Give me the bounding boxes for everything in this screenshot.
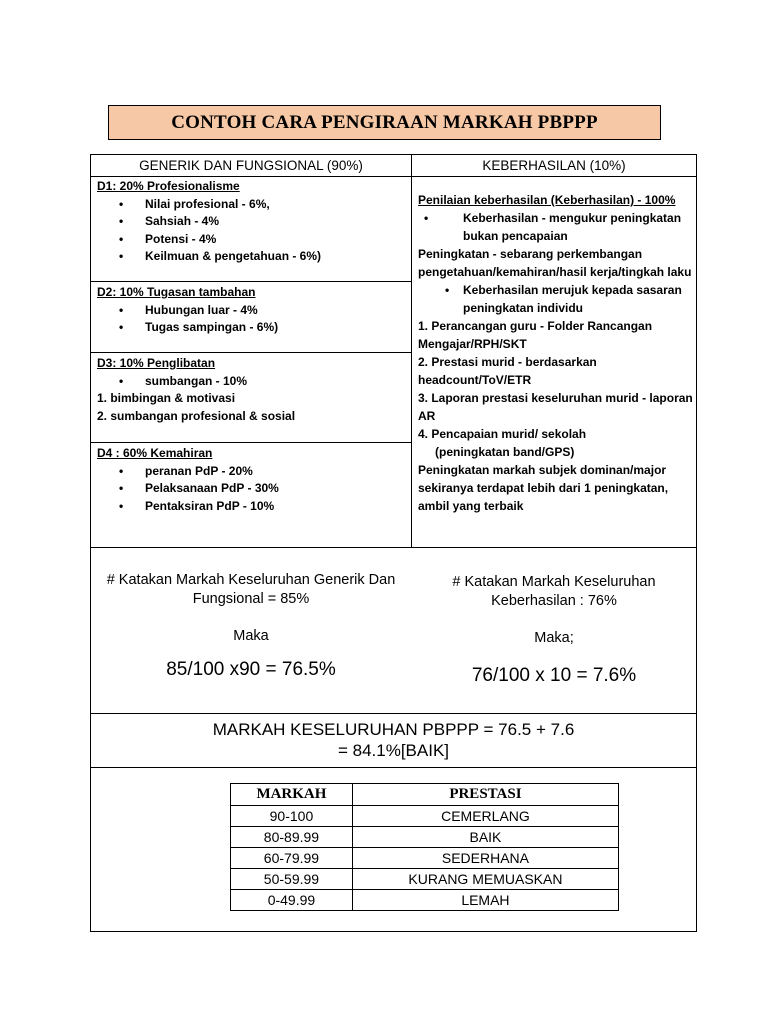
total-line2: = 84.1%[BAIK]	[337, 741, 450, 760]
calc-left-maka: Maka	[233, 628, 269, 644]
calc-divider	[91, 547, 696, 548]
list-item: 1. bimbingan & motivasi	[97, 391, 236, 405]
list-item: • Potensi - 4%	[97, 231, 409, 249]
calc-right	[412, 573, 696, 685]
list-item: 2. Prestasi murid - berdasarkan headcount/ToV/ETR	[418, 355, 597, 387]
table-row	[231, 848, 619, 869]
list-item: 4. Pencapaian murid/ sekolah	[418, 427, 587, 441]
list-item: • Keberhasilan merujuk kepada sasaran peningkatan individu	[418, 281, 693, 317]
table-cell: CEMERLANG	[352, 806, 618, 827]
left-column-header: GENERIK DAN FUNGSIONAL (90%)	[139, 158, 363, 173]
table-cell: BAIK	[352, 827, 618, 848]
list-item: • Keilmuan & pengetahuan - 6%)	[97, 248, 409, 266]
right-column-header: KEBERHASILAN (10%)	[482, 158, 626, 173]
list-item: • Keberhasilan - mengukur peningkatan bukan pencapaian	[418, 209, 693, 245]
paragraph: Peningkatan markah subjek dominan/major sekiranya terdapat lebih dari 1 peningkatan, ambil yang terbaik	[418, 463, 669, 513]
table-header-row	[231, 784, 619, 806]
main-table	[90, 154, 697, 932]
d3-title: D3: 10% Penglibatan	[97, 356, 216, 370]
total-marks	[91, 719, 696, 761]
list-item: 3. Laporan prestasi keseluruhan murid - laporan AR	[418, 391, 693, 423]
d2-divider	[91, 352, 411, 353]
table-cell: 60-79.99	[231, 848, 353, 869]
d1-section	[97, 178, 409, 266]
d3-section	[97, 355, 409, 425]
calc-right-line2: Keberhasilan : 76%	[491, 593, 617, 609]
table-row	[231, 890, 619, 911]
table-cell: SEDERHANA	[352, 848, 618, 869]
column-divider	[411, 155, 412, 547]
d3-divider	[91, 442, 411, 443]
list-item: • peranan PdP - 20%	[97, 463, 409, 481]
table-cell: 50-59.99	[231, 869, 353, 890]
list-item: (peningkatan band/GPS)	[435, 445, 575, 459]
calc-left-line1: # Katakan Markah Keseluruhan Generik Dan	[106, 572, 396, 588]
list-item: 1. Perancangan guru - Folder Rancangan Mengajar/RPH/SKT	[418, 319, 653, 351]
table-cell: 80-89.99	[231, 827, 353, 848]
header-divider	[91, 176, 696, 177]
list-item: • Hubungan luar - 4%	[97, 302, 409, 320]
list-item: • Pentaksiran PdP - 10%	[97, 498, 409, 516]
calc-right-formula: 76/100 x 10 = 7.6%	[471, 665, 637, 686]
column-header: PRESTASI	[352, 784, 618, 806]
table-cell: LEMAH	[352, 890, 618, 911]
d4-title: D4 : 60% Kemahiran	[97, 446, 213, 460]
d2-section	[97, 284, 409, 337]
d1-title: D1: 20% Profesionalisme	[97, 179, 240, 193]
table-row	[231, 827, 619, 848]
calc-left-formula: 85/100 x90 = 76.5%	[166, 659, 336, 680]
calc-left-line2: Fungsional = 85%	[192, 591, 310, 607]
list-item: • Tugas sampingan - 6%)	[97, 319, 409, 337]
list-item: • sumbangan - 10%	[97, 373, 409, 391]
list-item: • Nilai profesional - 6%,	[97, 196, 409, 214]
total-top-divider	[91, 713, 696, 714]
keberhasilan-heading: Penilaian keberhasilan (Keberhasilan) - 100%	[418, 193, 676, 207]
table-cell: 90-100	[231, 806, 353, 827]
calc-right-maka: Maka;	[534, 630, 574, 646]
table-row	[231, 806, 619, 827]
calc-right-line1: # Katakan Markah Keseluruhan	[452, 574, 656, 590]
rating-table	[230, 783, 619, 911]
d2-title: D2: 10% Tugasan tambahan	[97, 285, 256, 299]
list-item: • Sahsiah - 4%	[97, 213, 409, 231]
d4-section	[97, 445, 409, 515]
total-bottom-divider	[91, 767, 696, 768]
calc-left	[91, 571, 411, 679]
list-item: • Pelaksanaan PdP - 30%	[97, 480, 409, 498]
total-line1: MARKAH KESELURUHAN PBPPP = 76.5 + 7.6	[212, 720, 575, 739]
table-row	[231, 869, 619, 890]
keberhasilan-section	[418, 191, 693, 515]
table-cell: KURANG MEMUASKAN	[352, 869, 618, 890]
page-title: CONTOH CARA PENGIRAAN MARKAH PBPPP	[108, 105, 661, 140]
column-header: MARKAH	[231, 784, 353, 806]
d1-divider	[91, 281, 411, 282]
paragraph: Peningkatan - sebarang perkembangan pengetahuan/kemahiran/hasil kerja/tingkah laku	[418, 247, 692, 279]
list-item: 2. sumbangan profesional & sosial	[97, 408, 296, 423]
table-cell: 0-49.99	[231, 890, 353, 911]
